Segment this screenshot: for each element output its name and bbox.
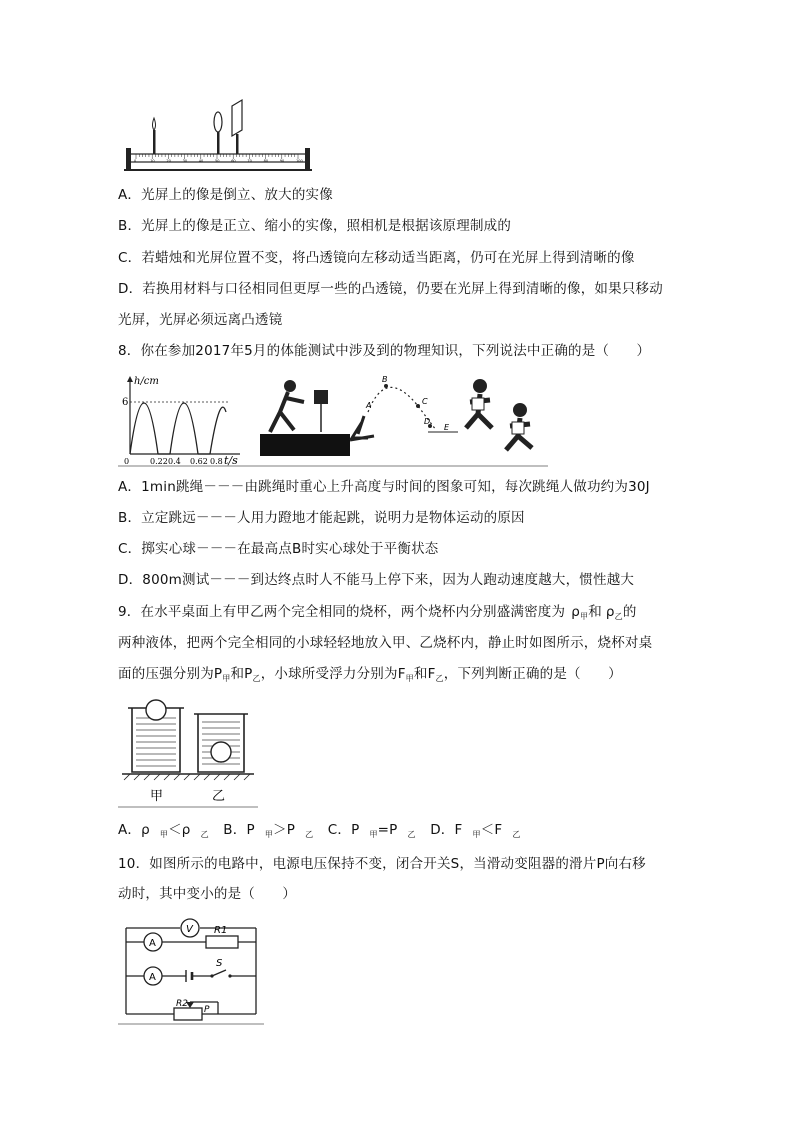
candle [153, 118, 156, 156]
q9-option-b: B．P $_甲$＞P $_乙$ [223, 822, 314, 839]
q9-option-d: D．F $_甲$＜F $_乙$ [430, 822, 521, 839]
point-d-label: D [424, 417, 431, 426]
q8-option-a: A．1min跳绳－－－由跳绳时重心上升高度与时间的图象可知，每次跳绳人做功约为30J [118, 479, 650, 495]
convex-lens [214, 112, 222, 156]
q9-option-c: C．P $_甲$=P $_乙$ [327, 822, 416, 839]
ruler-tick-label: 60 [231, 159, 236, 163]
q10-stem-line2: 动时，其中变小的是（ ） [118, 886, 297, 902]
point-e-label: E [444, 423, 450, 432]
ruler-tick-label: 10 [150, 159, 155, 163]
beaker-jia [128, 700, 184, 772]
beaker-yi [194, 714, 248, 772]
q8-option-c: C．掷实心球－－－在最高点B时实心球处于平衡状态 [118, 541, 439, 557]
q8-figure [118, 372, 548, 468]
graph-xtick: 0 [124, 457, 130, 466]
q10-stem-line1: 10．如图所示的电路中，电源电压保持不变，闭合开关S，当滑动变阻器的滑片P向右移 [118, 856, 646, 872]
ruler-tick-label: 90 [279, 159, 285, 163]
ruler-tick-label: 80 [263, 159, 269, 163]
q9-stem-line1: 9．在水平桌面上有甲乙两个完全相同的烧杯，两个烧杯内分别盛满密度为 $\rho_甲$和 $\rho_乙$的 [118, 604, 637, 621]
slider-p-label: P [204, 1005, 210, 1015]
jump-rope-graph [122, 376, 240, 467]
ruler-tick-label: 70 [247, 159, 252, 163]
optical-bench-figure [118, 96, 318, 174]
q7-option-d: D．若换用材料与口径相同但更厚一些的凸透镜，仍要在光屏上得到清晰的像，如果只移动 [118, 281, 663, 297]
beaker-yi-label: 乙 [212, 789, 226, 804]
ruler-tick-label: 20 [166, 159, 171, 163]
q9-stem-line3: 面的压强分别为$P_甲$和$P_乙$，小球所受浮力分别为$F_甲$和$F_乙$，下列判断正确的是（ ） [118, 666, 622, 683]
ruler-tick-label: 30 [182, 159, 188, 163]
q8-stem: 8．你在参加2017年5月的体能测试中涉及到的物理知识，下列说法中正确的是（ ） [118, 343, 651, 359]
graph-xtick: 0.62 [190, 457, 208, 466]
graph-xlabel: t/s [224, 454, 238, 467]
switch-label: S [216, 958, 223, 969]
graph-xtick: 0.22 [150, 457, 168, 466]
long-jump-illustration [260, 380, 350, 456]
graph-xtick: 0.4 [168, 457, 181, 466]
q7-option-d-cont: 光屏，光屏必须远离凸透镜 [118, 312, 283, 328]
q8-option-d: D．800m测试－－－到达终点时人不能马上停下来，因为人跑动速度越大，惯性越大 [118, 572, 635, 588]
q9-options [118, 821, 531, 844]
ammeter-2-label: A [149, 972, 156, 983]
point-c-label: C [422, 397, 428, 406]
q9-stem-line2: 两种液体，把两个完全相同的小球轻轻地放入甲、乙烧杯内，静止时如图所示，烧杯对桌 [118, 635, 653, 651]
graph-ylabel: h/cm [134, 376, 159, 387]
q7-option-b: B．光屏上的像是正立、缩小的实像，照相机是根据该原理制成的 [118, 218, 512, 234]
graph-ytick: 6 [122, 397, 129, 408]
q9-option-a: A．ρ $_甲$＜ρ $_乙$ [118, 822, 209, 839]
q7-option-c: C．若蜡烛和光屏位置不变，将凸透镜向左移动适当距离，仍可在光屏上得到清晰的像 [118, 250, 635, 266]
point-a-label: A [366, 401, 372, 410]
ruler-tick-label: 40 [198, 159, 204, 163]
runners-illustration [466, 379, 532, 450]
ruler-tick-label: 50 [215, 159, 220, 163]
graph-xtick: 0.8 [210, 457, 223, 466]
r2-label: R2 [176, 999, 188, 1009]
ruler-tick-label: 0 [134, 159, 137, 163]
ammeter-1-label: A [149, 938, 156, 949]
light-screen [232, 100, 242, 156]
circuit-diagram [118, 914, 264, 1026]
q7-option-a: A．光屏上的像是倒立、放大的实像 [118, 187, 333, 203]
r1-label: R1 [214, 925, 228, 936]
q8-option-b: B．立定跳远－－－人用力蹬地才能起跳，说明力是物体运动的原因 [118, 510, 525, 526]
ruler-tick-label: 100 [296, 159, 303, 163]
voltmeter-label: V [186, 924, 193, 935]
beakers-figure [118, 696, 258, 808]
point-b-label: B [382, 375, 388, 384]
shot-put-illustration [350, 375, 458, 440]
beaker-jia-label: 甲 [150, 789, 164, 804]
